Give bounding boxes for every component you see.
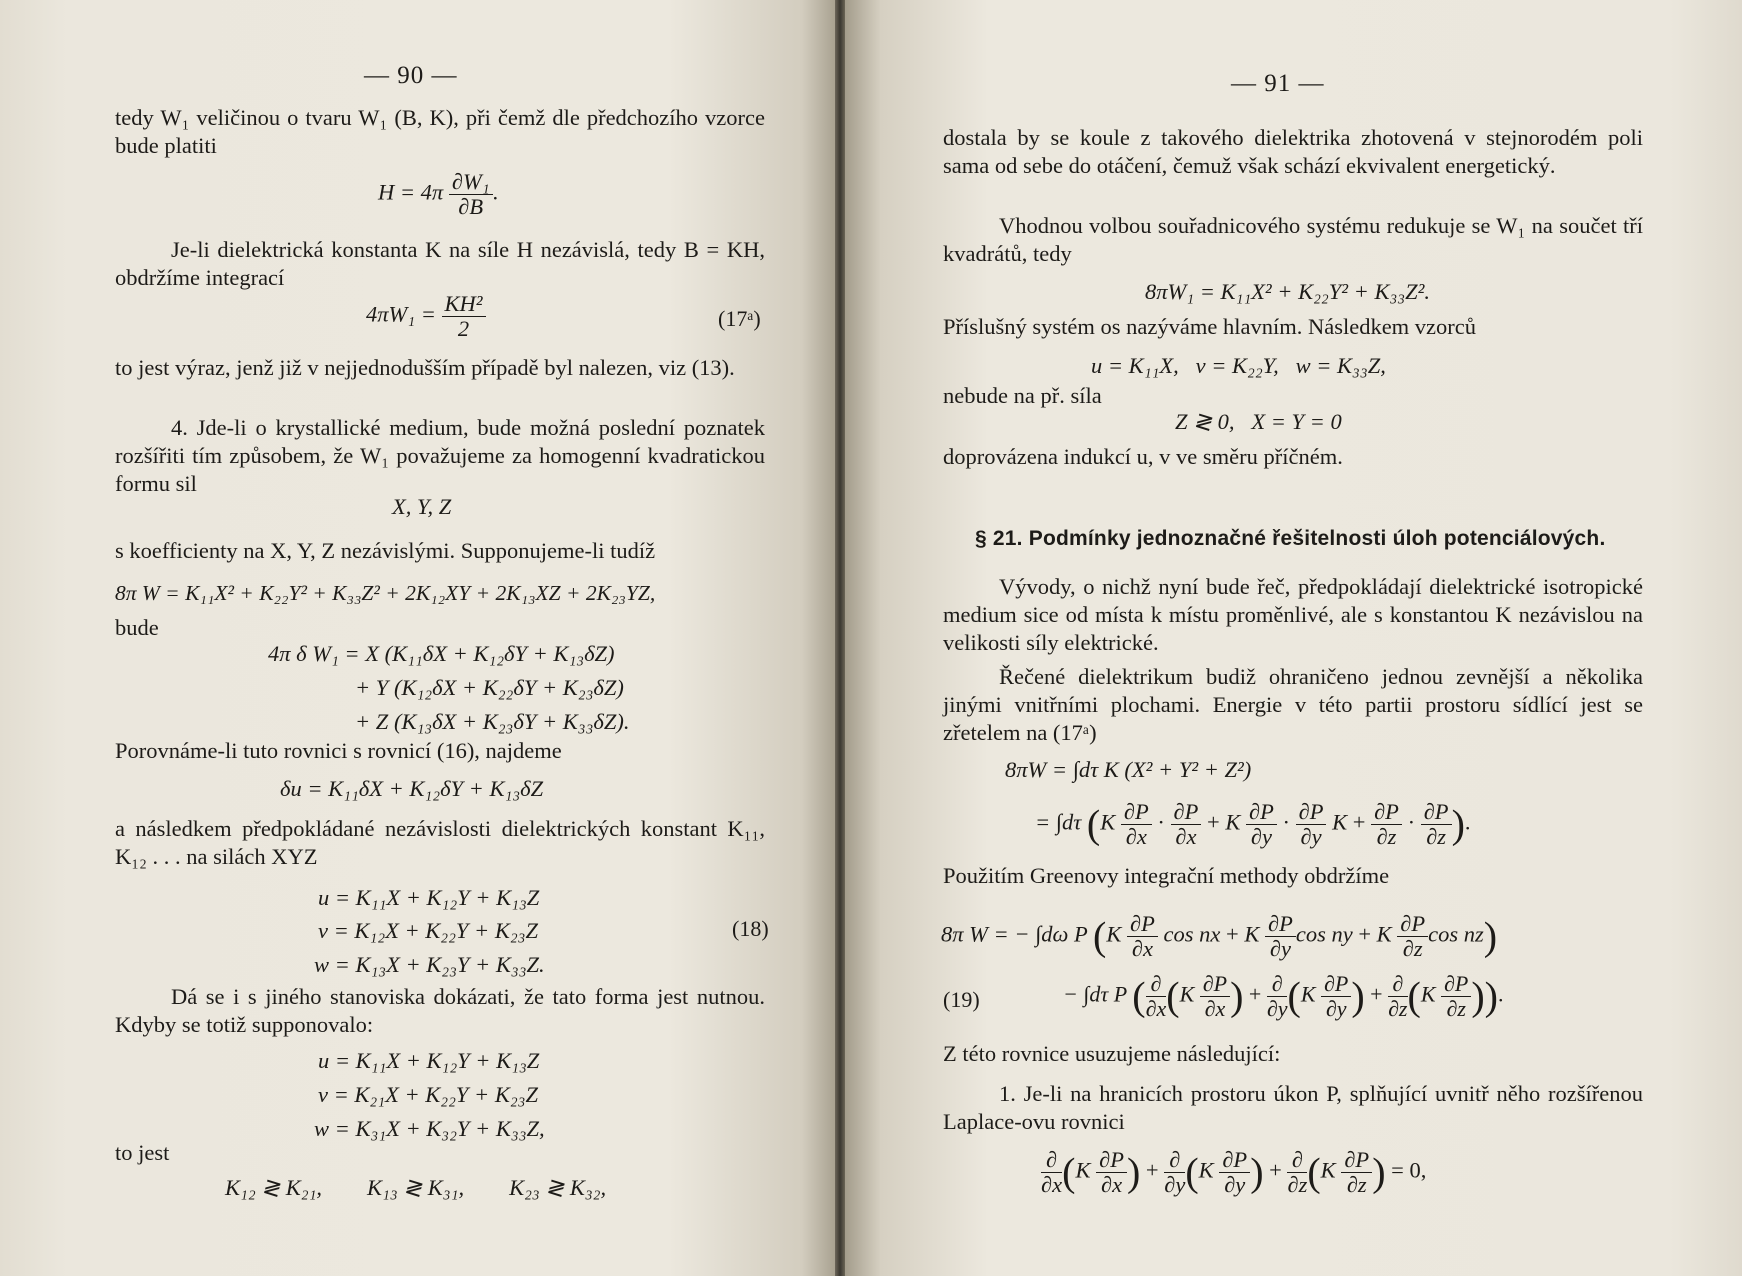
paragraph: 4. Jde-li o krystallické medium, bude možná poslední poznatek rozšířiti tím způsobem, že W₁ považujeme za homogenní kvadratickou formu sil <box>115 415 765 496</box>
paragraph: nebude na př. síla <box>943 383 1102 408</box>
equation-17a: 4πW₁ = $\frac{\text{KH²}}{2}$ <box>366 292 486 341</box>
equation-18-row-3: w = K₁₃X + K₂₃Y + K₃₃Z. <box>314 952 545 977</box>
equation-W-form: 8π W = K₁₁X² + K₂₂Y² + K₃₃Z² + 2K₁₂XY + 2K₁₃XZ + 2K₂₃YZ, <box>115 581 656 605</box>
paragraph: Dá se i s jiného stanoviska dokázati, že tato forma jest nutnou. Kdyby se totiž supponovalo: <box>115 984 765 1037</box>
paragraph: doprovázena indukcí u, v ve směru příčném. <box>943 444 1343 469</box>
equation-inequalities: K₁₂ ≷ K₂₁, K₁₃ ≷ K₃₁, K₂₃ ≷ K₃₂, <box>225 1175 607 1200</box>
paragraph: dostala by se koule z takového dielektrika zhotovená v stejnorodém poli sama od sebe do otáčení, čemuž však schází ekvivalent energetický. <box>943 125 1643 178</box>
paragraph: s koefficienty na X, Y, Z nezávislými. Supponujeme-li tudíž <box>115 538 656 563</box>
paragraph: Použitím Greenovy integrační methody obdržíme <box>943 863 1390 888</box>
equation-H: H = 4π $\frac{\text{∂W₁}}{\partial B}$ . <box>378 169 499 219</box>
paragraph: 1. Je-li na hranicích prostoru úkon P, splňující uvnitř něho rozšířenou Laplace-ovu rovnici <box>943 1081 1643 1134</box>
equation-integral-2: = ∫dτ (K $\frac{\partial P}{\partial x}$ · $\frac{\partial P}{\partial x}$ + K $\frac{\partial P}{\partial y}$ · $\frac{\partial P}{\partial y}$ K + $\frac{\partial P}{\partial z}$ · $\frac{\partial P}{\partial z}$ ). <box>1035 799 1471 849</box>
equation-uvw: u = K₁₁X, v = K₂₂Y, w = K₃₃Z, <box>1091 353 1386 378</box>
equation-supp-2: v = K₂₁X + K₂₂Y + K₂₃Z <box>318 1082 539 1107</box>
equation-19-row-2: − ∫dτ P ( $\frac{\partial}{\partial x}$ (K $\frac{\partial P}{\partial x}$ ) + $\frac{\partial}{\partial y}$ (K $\frac{\partial P}{\partial y}$ ) + $\frac{\partial}{\partial z}$ (K $\frac{\partial P}{\partial z}$ )). <box>1063 971 1504 1021</box>
equation-laplace: $\frac{\partial}{\partial x}$ (K $\frac{\partial P}{\partial x}$ ) + $\frac{\partial}{\partial y}$ (K $\frac{\partial P}{\partial y}$ ) + $\frac{\partial}{\partial z}$ (K $\frac{\partial P}{\partial z}$ ) = 0, <box>1041 1147 1427 1197</box>
right-page <box>845 0 1742 1276</box>
paragraph: Vývody, o nichž nyní bude řeč, předpokládají dielektrické isotropické medium sice od místa k místu proměnlivé, ale s konstantou K nezávislou na velikosti síly elektrické. <box>943 574 1643 655</box>
book-gutter <box>835 0 845 1276</box>
equation-label: (19) <box>943 987 980 1012</box>
paragraph: tedy W₁ veličinou o tvaru W₁ (B, K), při čemž dle předchozího vzorce bude platiti <box>115 105 765 158</box>
equation-W-principal: 8πW₁ = K₁₁X² + K₂₂Y² + K₃₃Z². <box>1145 279 1430 304</box>
paragraph: to jest výraz, jenž již v nejjednodušším případě byl nalezen, viz (13). <box>115 355 735 380</box>
equation-18-row-1: u = K₁₁X + K₁₂Y + K₁₃Z <box>318 885 540 910</box>
section-heading: § 21. Podmínky jednoznačné řešitelnosti úloh potenciálových. <box>975 527 1606 550</box>
paragraph: Řečené dielektrikum budiž ohraničeno jednou zevnější a několika jinými vnitřními plochami. Energie v této partii prostoru sídlící jest se zřetelem na (17ᵃ) <box>943 664 1643 745</box>
page-number: — 90 — <box>364 62 458 89</box>
paragraph: Z této rovnice usuzujeme následující: <box>943 1041 1281 1066</box>
equation-18-row-2: v = K₁₂X + K₂₂Y + K₂₃Z <box>318 918 539 943</box>
left-page <box>0 0 835 1276</box>
equation-19-row-1: 8π W = − ∫dω P (K $\frac{\partial P}{\partial x}$ cos nx + K $\frac{\partial P}{\partial y}$ cos ny + K $\frac{\partial P}{\partial z}$ cos nz) <box>941 911 1498 961</box>
word-bude: bude <box>115 615 159 640</box>
equation-forces: X, Y, Z <box>392 494 452 519</box>
equation-label: (18) <box>732 916 769 941</box>
equation-supp-1: u = K₁₁X + K₁₂Y + K₁₃Z <box>318 1048 540 1073</box>
word-to-jest: to jest <box>115 1140 170 1165</box>
paragraph: Porovnáme-li tuto rovnici s rovnicí (16), najdeme <box>115 738 562 763</box>
paragraph: a následkem předpokládané nezávislosti dielektrických konstant K₁₁, K₁₂ . . . na silách XYZ <box>115 816 765 869</box>
equation-supp-3: w = K₃₁X + K₃₂Y + K₃₃Z, <box>314 1116 545 1141</box>
paragraph: Je-li dielektrická konstanta K na síle H nezávislá, tedy B = KH, obdržíme integrací <box>115 237 765 290</box>
equation-delta-1: 4π δ W₁ = X (K₁₁δX + K₁₂δY + K₁₃δZ) <box>268 641 615 666</box>
equation-integral-1: 8πW = ∫dτ K (X² + Y² + Z²) <box>1005 757 1252 782</box>
paragraph: Příslušný systém os nazýváme hlavním. Následkem vzorců <box>943 314 1477 339</box>
equation-label: (17ᵃ) <box>718 306 761 331</box>
page-number: — 91 — <box>1231 70 1325 97</box>
equation-du: δu = K₁₁δX + K₁₂δY + K₁₃δZ <box>280 776 544 801</box>
equation-Z: Z ≷ 0, X = Y = 0 <box>1175 409 1342 434</box>
equation-delta-3: + Z (K₁₃δX + K₂₃δY + K₃₃δZ). <box>355 709 630 734</box>
equation-delta-2: + Y (K₁₂δX + K₂₂δY + K₂₃δZ) <box>355 675 624 700</box>
paragraph: Vhodnou volbou souřadnicového systému redukuje se W₁ na součet tří kvadrátů, tedy <box>943 213 1643 266</box>
